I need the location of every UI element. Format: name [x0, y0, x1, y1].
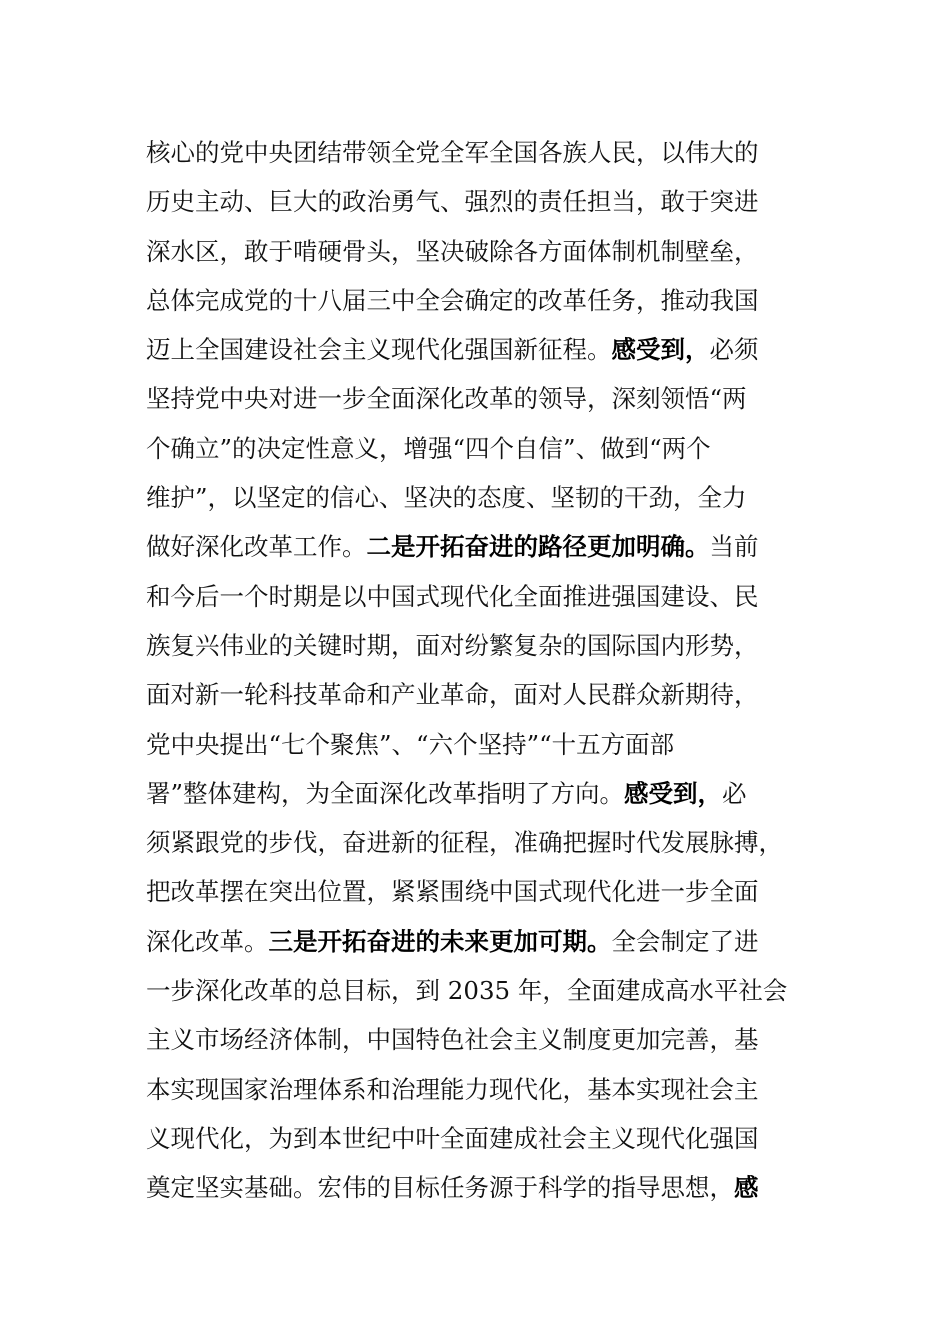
text-line	[146, 325, 806, 374]
body-text-segment: 全会制定了进	[611, 926, 759, 956]
text-line	[146, 1065, 806, 1114]
text-line	[146, 917, 806, 966]
text-line	[146, 473, 806, 522]
body-text-segment: 把改革摆在突出位置，紧紧围绕中国式现代化进一步全面	[146, 877, 759, 907]
text-line	[146, 572, 806, 621]
body-text-segment: 和今后一个时期是以中国式现代化全面推进强国建设、民	[146, 581, 759, 611]
emphasis-text: 二是开拓奋进的路径更加明确。	[366, 532, 710, 562]
body-text-segment: 主义市场经济体制，中国特色社会主义制度更加完善，基	[146, 1025, 759, 1055]
body-text-segment: 核心的党中央团结带领全党全军全国各族人民，以伟大的	[146, 138, 759, 167]
text-line	[146, 128, 806, 177]
text-line	[146, 276, 806, 325]
emphasis-text: 感	[734, 1173, 759, 1203]
text-line	[146, 1114, 806, 1163]
body-text-segment: 当前	[709, 532, 759, 562]
body-text-segment: 维护”，以坚定的信心、坚决的态度、坚韧的干劲，全力	[146, 483, 747, 513]
body-text-segment: 本实现国家治理体系和治理能力现代化，基本实现社会主	[146, 1074, 759, 1104]
text-line	[146, 227, 806, 276]
text-line	[146, 1015, 806, 1064]
body-text-segment: 做好深化改革工作。	[146, 532, 367, 562]
body-text	[146, 128, 806, 1213]
text-line	[146, 867, 806, 916]
body-text-segment: 奠定坚实基础。宏伟的目标任务源于科学的指导思想，	[146, 1173, 734, 1203]
body-text-segment: 署”整体建构，为全面深化改革指明了方向。	[146, 778, 625, 808]
text-line	[146, 374, 806, 423]
emphasis-text: 感受到，	[611, 335, 710, 365]
text-line	[146, 966, 806, 1015]
text-line	[146, 177, 806, 226]
text-line	[146, 670, 806, 719]
body-text-segment: 必须	[709, 335, 759, 365]
text-line	[146, 1163, 806, 1212]
text-line	[146, 769, 806, 818]
text-line	[146, 818, 806, 867]
body-text-segment: 须紧跟党的步伐，奋进新的征程，准确把握时代发展脉搏，	[146, 828, 783, 858]
body-text-segment: 深水区，敢于啃硬骨头，坚决破除各方面体制机制壁垒，	[146, 236, 759, 266]
body-text-segment: 义现代化，为到本世纪中叶全面建成社会主义现代化强国	[146, 1123, 759, 1153]
text-line	[146, 522, 806, 571]
body-text-segment: 历史主动、巨大的政治勇气、强烈的责任担当，敢于突进	[146, 187, 759, 217]
text-line	[146, 424, 806, 473]
body-text-segment: 党中央提出“七个聚焦”、“六个坚持”“十五方面部	[146, 729, 675, 759]
emphasis-text: 三是开拓奋进的未来更加可期。	[268, 926, 612, 956]
body-text-segment: 个确立”的决定性意义，增强“四个自信”、做到“两个	[146, 433, 711, 463]
body-text-segment: 坚持党中央对进一步全面深化改革的领导，深刻领悟“两	[146, 384, 747, 414]
body-text-segment: 一步深化改革的总目标，到 2035 年，全面建成高水平社会	[146, 976, 788, 1006]
text-line	[146, 720, 806, 769]
body-text-segment: 必	[722, 778, 747, 808]
text-line	[146, 621, 806, 670]
emphasis-text: 感受到，	[624, 778, 723, 808]
body-text-segment: 深化改革。	[146, 926, 269, 956]
body-text-segment: 族复兴伟业的关键时期，面对纷繁复杂的国际国内形势，	[146, 630, 759, 660]
body-text-segment: 总体完成党的十八届三中全会确定的改革任务，推动我国	[146, 285, 759, 315]
body-text-segment: 迈上全国建设社会主义现代化强国新征程。	[146, 335, 612, 365]
body-text-segment: 面对新一轮科技革命和产业革命，面对人民群众新期待，	[146, 680, 759, 710]
